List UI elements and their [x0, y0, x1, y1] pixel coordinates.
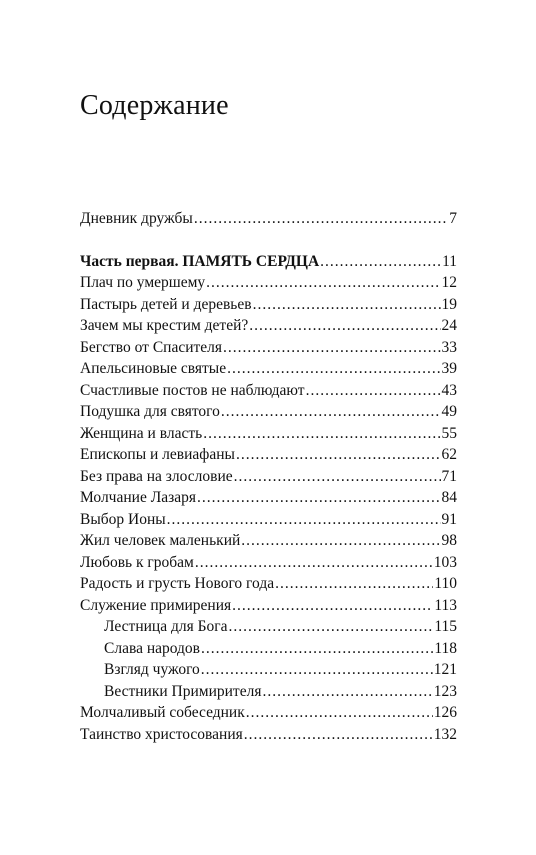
table-of-contents [80, 208, 457, 745]
toc-entry [80, 272, 457, 294]
toc-entry [80, 315, 457, 337]
toc-entry [80, 595, 457, 617]
toc-entry [80, 573, 457, 595]
toc-entry-page: 12 [441, 274, 457, 291]
toc-entry-title: Жил человек маленький [80, 532, 241, 549]
section-spacer [80, 230, 457, 251]
toc-entry-page: 123 [433, 682, 457, 700]
toc-entry [80, 552, 457, 574]
toc-entry-title: Взгляд чужого [104, 661, 200, 678]
toc-entry-page: 7 [449, 210, 457, 227]
toc-entry-page: 110 [434, 575, 457, 592]
toc-entry-title: Зачем мы крестим детей? [80, 317, 249, 334]
toc-leader-dots [206, 272, 440, 294]
toc-entry-title: Счастливые постов не наблюдают [80, 381, 305, 399]
toc-entry-title: Плач по умершему [80, 274, 206, 291]
toc-entry-page: 55 [441, 424, 457, 442]
toc-entry-page: 62 [441, 446, 457, 463]
toc-leader-dots [232, 595, 433, 617]
toc-entry-title: Дневник дружбы [80, 210, 193, 227]
toc-entry-title: Любовь к гробам [80, 553, 194, 571]
toc-entry-title: Молчаливый собеседник [80, 704, 245, 721]
toc-entry [80, 444, 457, 466]
toc-entry-page: 49 [441, 403, 457, 420]
toc-leader-dots [227, 358, 440, 380]
toc-entry-page: 113 [434, 596, 457, 614]
toc-entry-title: Апельсиновые святые [80, 360, 227, 377]
toc-entry [80, 337, 457, 359]
toc-entry-title: Лестница для Бога [104, 618, 228, 635]
toc-leader-dots [167, 509, 441, 531]
toc-leader-dots [221, 401, 441, 423]
toc-entry-page: 115 [434, 618, 457, 635]
toc-entry-page: 132 [433, 725, 457, 743]
toc-entry-title: Выбор Ионы [80, 510, 166, 528]
toc-leader-dots [197, 487, 441, 509]
toc-entry [80, 401, 457, 423]
toc-entry-title: Часть первая. ПАМЯТЬ СЕРДЦА [80, 252, 320, 270]
toc-leader-dots [194, 208, 448, 230]
toc-leader-dots [223, 337, 440, 359]
toc-entry-title: Радость и грусть Нового года [80, 575, 275, 592]
toc-entry-page: 33 [441, 338, 457, 356]
toc-entry [80, 724, 457, 746]
toc-entry-title: Таинство христосования [80, 725, 243, 743]
toc-leader-dots [228, 616, 433, 638]
toc-entry-page: 98 [441, 532, 457, 549]
toc-leader-dots [203, 423, 440, 445]
toc-leader-dots [234, 466, 441, 488]
toc-entry [80, 423, 457, 445]
toc-leader-dots [253, 294, 441, 316]
toc-leader-dots [306, 380, 441, 402]
toc-part-heading [80, 251, 457, 273]
toc-leader-dots [275, 573, 433, 595]
toc-leader-dots [201, 638, 433, 660]
toc-leader-dots [244, 724, 433, 746]
toc-entry-page: 126 [433, 704, 457, 721]
toc-entry-title: Епископы и левиафаны [80, 446, 235, 463]
toc-entry-page: 24 [441, 317, 457, 334]
toc-leader-dots [249, 315, 440, 337]
toc-leader-dots [262, 681, 432, 703]
toc-entry [80, 509, 457, 531]
toc-subentry [80, 681, 457, 703]
toc-entry-title: Служение примирения [80, 596, 232, 614]
toc-entry-title: Подушка для святого [80, 403, 220, 420]
toc-leader-dots [195, 552, 433, 574]
toc-leader-dots [236, 444, 441, 466]
toc-entry-page: 118 [434, 639, 457, 657]
toc-entry-page: 19 [441, 295, 457, 313]
toc-entry [80, 358, 457, 380]
toc-subentry [80, 616, 457, 638]
toc-entry [80, 530, 457, 552]
toc-entry-title: Молчание Лазаря [80, 489, 196, 506]
toc-entry [80, 294, 457, 316]
toc-entry-title: Бегство от Спасителя [80, 338, 223, 356]
toc-entry [80, 487, 457, 509]
toc-entry-title: Без права на злословие [80, 467, 233, 485]
toc-entry-page: 71 [441, 467, 457, 485]
toc-subentry [80, 659, 457, 681]
toc-entry-title: Слава народов [104, 639, 201, 657]
toc-entry [80, 466, 457, 488]
toc-entry-title: Вестники Примирителя [104, 682, 262, 700]
toc-subentry [80, 638, 457, 660]
toc-entry-title: Пастырь детей и деревьев [80, 295, 252, 313]
toc-entry [80, 702, 457, 724]
toc-entry-page: 39 [441, 360, 457, 377]
toc-entry [80, 380, 457, 402]
toc-leader-dots [241, 530, 440, 552]
toc-entry [80, 208, 457, 230]
toc-leader-dots [246, 702, 433, 724]
toc-entry-title: Женщина и власть [80, 424, 203, 442]
toc-entry-page: 91 [441, 510, 457, 528]
toc-entry-page: 121 [433, 661, 457, 678]
toc-entry-page: 43 [441, 381, 457, 399]
toc-entry-page: 84 [441, 489, 457, 506]
toc-entry-page: 11 [442, 252, 457, 270]
toc-leader-dots [201, 659, 433, 681]
page-title: Содержание [80, 90, 229, 121]
toc-entry-page: 103 [433, 553, 457, 571]
toc-leader-dots [320, 251, 441, 273]
